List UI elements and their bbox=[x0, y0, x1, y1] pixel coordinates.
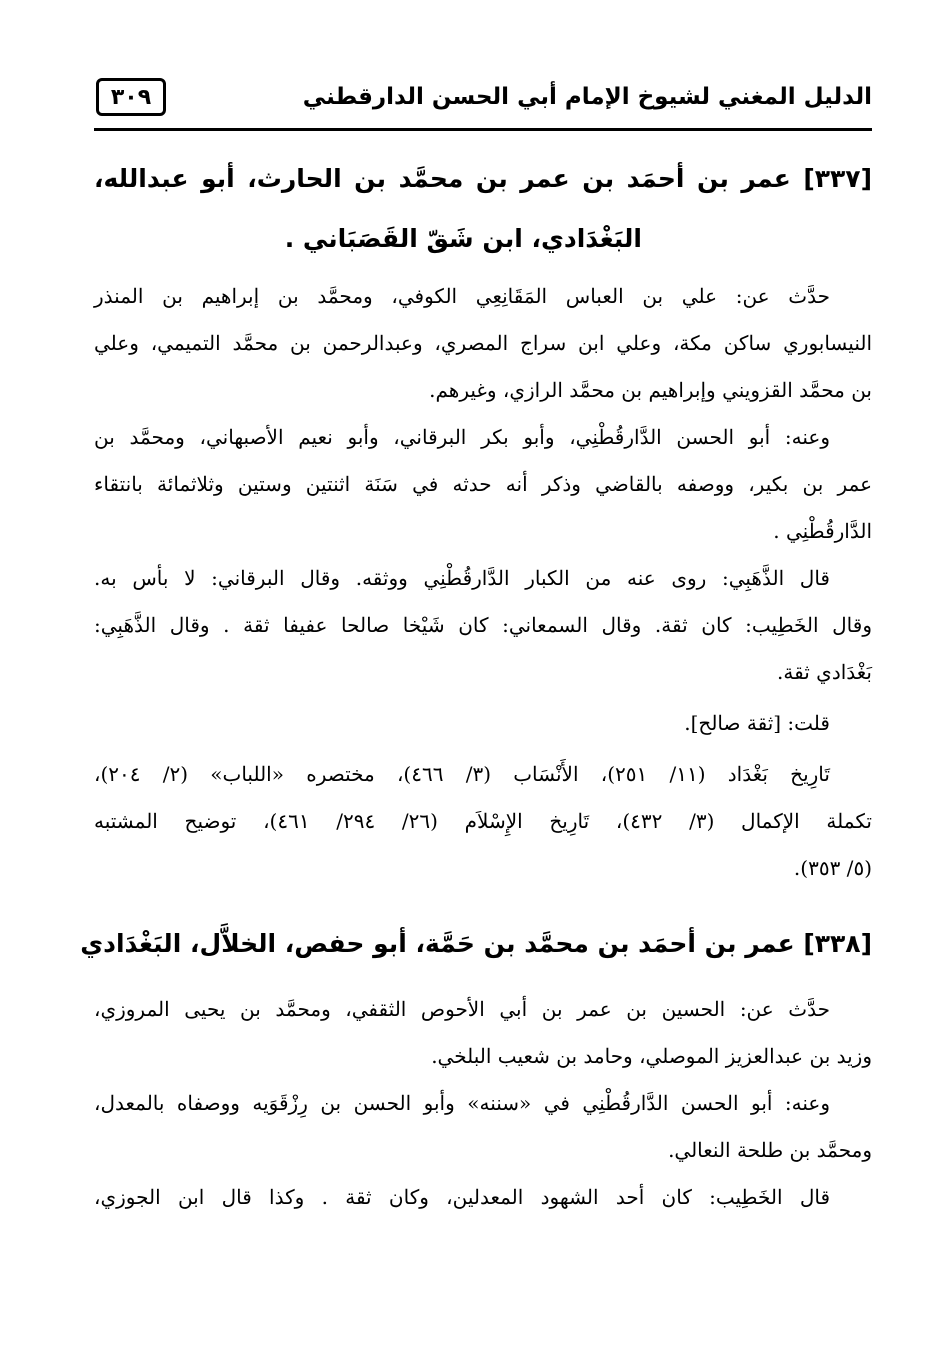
entry-heading-338 bbox=[80, 914, 872, 974]
paragraph-line: وعنه: أبو الحسن الدَّارقُطْنِي، وأبو بكر البرقاني، وأبو نعيم الأصبهاني، ومحمَّد بن bbox=[94, 425, 830, 449]
narrators-paragraph bbox=[94, 1080, 872, 1174]
paragraph-line: تكملة الإكمال (٣/ ٤٣٢)، تَارِيخ الإِسْلاَم (٢٦/ ٢٩٤/ ٤٦١)، توضيح المشتبه bbox=[94, 809, 872, 833]
narrated-from-paragraph bbox=[94, 273, 872, 414]
narrated-from-paragraph bbox=[94, 986, 872, 1080]
heading-line: البَغْدَادي، ابن شَقّ القَصَبَاني . bbox=[284, 224, 642, 253]
paragraph-line: وزيد بن عبدالعزيز الموصلي، وحامد بن شعيب البلخي. bbox=[431, 1044, 872, 1068]
paragraph-line: الدَّارقُطْنِي . bbox=[773, 519, 872, 543]
paragraph-line: ومحمَّد بن طلحة النعالي. bbox=[668, 1138, 872, 1162]
paragraph-line: قلت: [ثقة صالح]. bbox=[684, 711, 830, 735]
verdict-paragraph bbox=[94, 700, 872, 747]
sources-paragraph bbox=[94, 751, 872, 892]
paragraph-line: النيسابوري ساكن مكة، وعلي ابن سراج المصري، وعبدالرحمن بن محمَّد التميمي، وعلي bbox=[94, 331, 872, 355]
book-page bbox=[80, 76, 872, 1336]
narrators-paragraph bbox=[94, 414, 872, 555]
paragraph-line: قال الخَطِيب: كان أحد الشهود المعدلين، وكان ثقة . وكذا قال ابن الجوزي، bbox=[94, 1185, 830, 1209]
entry-heading-337 bbox=[94, 149, 872, 269]
heading-line: [٣٣٧] عمر بن أحمَد بن عمر بن محمَّد بن الحارث، أبو عبدالله، bbox=[94, 164, 872, 193]
running-header bbox=[94, 76, 872, 131]
paragraph-line: تَارِيخ بَغْدَاد (١١/ ٢٥١)، الأَنْسَاب (٣/ ٤٦٦)، مختصره «اللباب» (٢/ ٢٠٤)، bbox=[94, 762, 830, 786]
heading-line: [٣٣٨] عمر بن أحمَد بن محمَّد بن حَمَّة، أبو حفص، الخلاَّل، البَغْدَادي bbox=[80, 929, 872, 958]
page-number-box bbox=[96, 78, 166, 116]
paragraph-line: حدَّث عن: الحسين بن عمر بن أبي الأحوص الثقفي، ومحمَّد بن يحيى المروزي، bbox=[94, 997, 830, 1021]
paragraph-line: حدَّث عن: علي بن العباس المَقَانِعِي الكوفي، ومحمَّد بن إبراهيم بن المنذر bbox=[94, 284, 830, 308]
paragraph-line: (٥/ ٣٥٣). bbox=[793, 856, 872, 880]
paragraph-line: عمر بن بكير، ووصفه بالقاضي وذكر أنه حدثه في سَنَة اثنتين وستين وثلاثمائة بانتقاء bbox=[94, 472, 872, 496]
paragraph-line: بن محمَّد القزويني وإبراهيم بن محمَّد الرازي، وغيرهم. bbox=[429, 378, 872, 402]
paragraph-line: بَغْدَادي ثقة. bbox=[777, 660, 872, 684]
running-title: الدليل المغني لشيوخ الإمام أبي الحسن الدارقطني bbox=[302, 84, 872, 110]
assessment-paragraph bbox=[94, 555, 872, 696]
paragraph-line: قال الذَّهَبِي: روى عنه من الكبار الدَّارقُطْنِي ووثقه. وقال البرقاني: لا بأس به. bbox=[94, 566, 830, 590]
page-number: ٣٠٩ bbox=[110, 84, 152, 110]
paragraph-line: وعنه: أبو الحسن الدَّارقُطْنِي في «سننه» وأبو الحسن بن رِزْقَوَيه ووصفاه بالمعدل، bbox=[94, 1091, 830, 1115]
paragraph-line: وقال الخَطِيب: كان ثقة. وقال السمعاني: كان شَيْخا صالحا عفيفا ثقة . وقال الذَّهَبِي: bbox=[94, 613, 872, 637]
assessment-paragraph bbox=[94, 1174, 872, 1221]
